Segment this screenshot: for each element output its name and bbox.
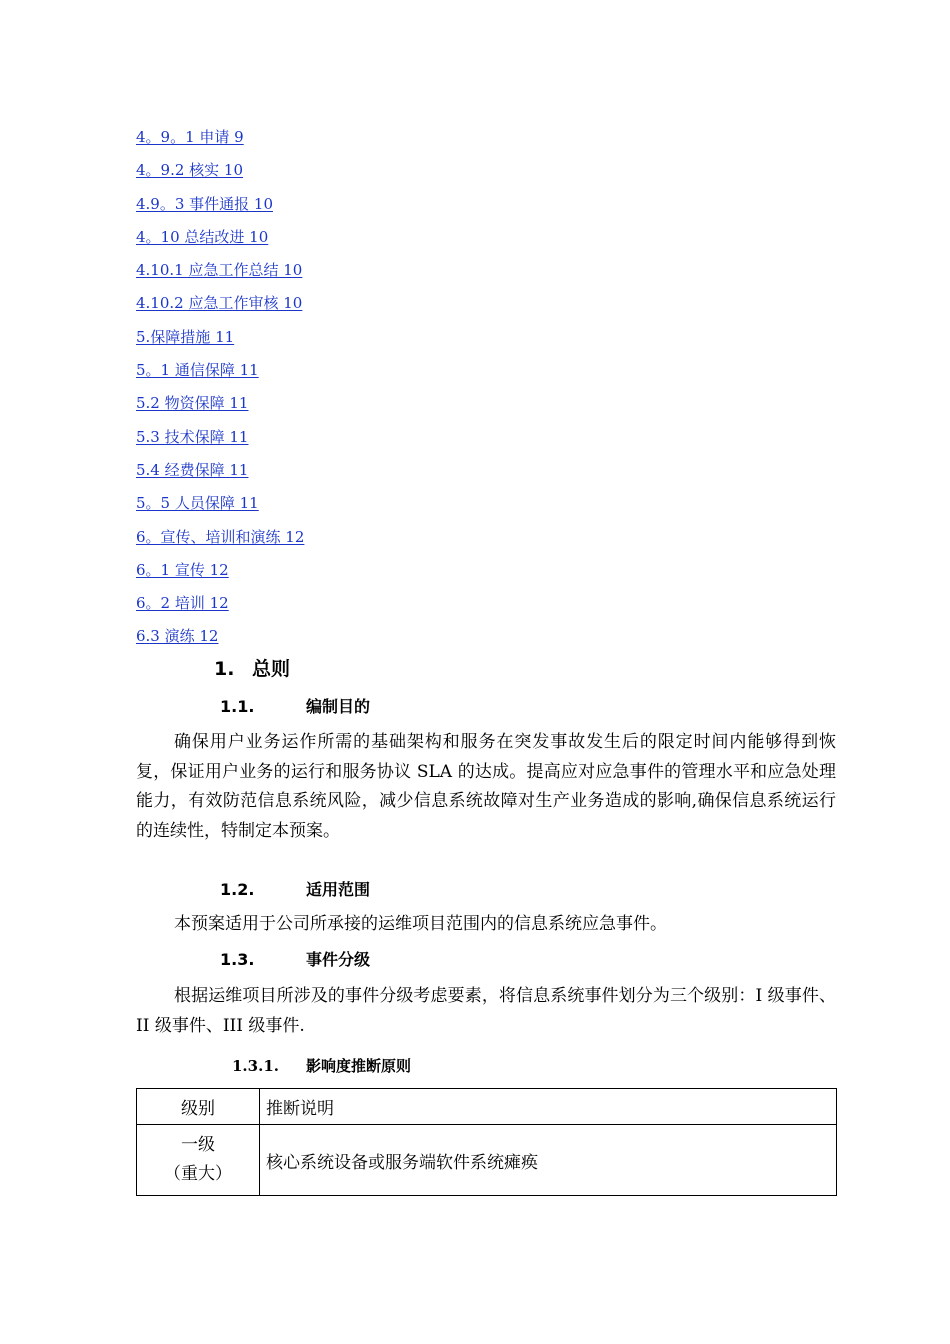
toc-link[interactable]: 5。1 通信保障 11 [136,361,259,380]
cell-level [137,1125,260,1196]
heading-impact-principle [232,1055,411,1076]
heading-general-rules [214,654,290,681]
heading-number: 1. [214,658,235,680]
toc-item[interactable] [136,257,304,290]
table-row [137,1125,837,1196]
toc-item[interactable] [136,290,304,323]
header-description: 推断说明 [260,1089,837,1125]
heading-title: 编制目的 [306,697,371,716]
toc-item[interactable] [136,191,304,224]
toc-link[interactable]: 4.9。3 事件通报 10 [136,194,274,213]
toc-link[interactable]: 6。2 培训 12 [136,594,229,613]
heading-title: 事件分级 [306,950,371,969]
toc-item[interactable] [136,157,304,190]
toc-item[interactable] [136,224,304,257]
toc-link[interactable]: 6.3 演练 12 [136,627,219,646]
toc-item[interactable] [136,390,304,423]
toc-link[interactable]: 4。10 总结改进 10 [136,227,269,246]
toc-link[interactable]: 5.4 经费保障 11 [136,460,249,479]
heading-purpose [220,694,370,717]
heading-event-grading [220,947,370,970]
toc-item[interactable] [136,324,304,357]
grading-paragraph: 根据运维项目所涉及的事件分级考虑要素，将信息系统事件划分为三个级别：I 级事件、II 级事件、III 级事件. [136,986,836,1036]
toc-link[interactable]: 5.3 技术保障 11 [136,427,249,446]
toc-link[interactable]: 6。1 宣传 12 [136,560,229,579]
toc-link[interactable]: 4.10.2 应急工作审核 10 [136,294,303,313]
toc-item[interactable] [136,490,304,523]
cell-description: 核心系统设备或服务端软件系统瘫痪 [260,1125,837,1196]
toc-link[interactable]: 6。宣传、培训和演练 12 [136,527,305,546]
scope-paragraph: 本预案适用于公司所承接的运维项目范围内的信息系统应急事件。 [174,914,667,934]
grading-table [136,1088,837,1196]
header-level: 级别 [137,1089,260,1125]
toc-item[interactable] [136,424,304,457]
toc-link[interactable]: 5.2 物资保障 11 [136,394,249,413]
table-of-contents [136,124,304,657]
level-severity: （重大） [164,1164,232,1184]
heading-number: 1.1. [220,697,255,716]
heading-number: 1.3. [220,950,255,969]
heading-title: 总则 [252,658,291,680]
purpose-paragraph: 确保用户业务运作所需的基础架构和服务在突发事故发生后的限定时间内能够得到恢复，保证用户业务的运行和服务协议 SLA 的达成。提高应对应急事件的管理水平和应急处理能力，有效防范信息系统风险，减少信息系统故障对生产业务造成的影响,确保信息系统运行的连续性，特制定本预案。 [136,732,836,841]
level-name: 一级 [181,1135,215,1155]
heading-number: 1.3.1. [232,1057,279,1075]
heading-number: 1.2. [220,880,255,899]
toc-link[interactable]: 4。9。1 申请 9 [136,128,244,146]
toc-link[interactable]: 4.10.1 应急工作总结 10 [136,261,303,280]
toc-item[interactable] [136,457,304,490]
table-header-row [137,1089,837,1125]
heading-title: 适用范围 [306,880,371,899]
toc-item[interactable] [136,357,304,390]
toc-item[interactable] [136,623,304,656]
toc-item[interactable] [136,590,304,623]
heading-title: 影响度推断原则 [306,1057,412,1075]
toc-link[interactable]: 4。9.2 核实 10 [136,161,244,180]
toc-link[interactable]: 5。5 人员保障 11 [136,494,259,513]
heading-scope [220,877,370,900]
toc-item[interactable] [136,124,304,157]
toc-item[interactable] [136,524,304,557]
toc-item[interactable] [136,557,304,590]
toc-link[interactable]: 5.保障措施 11 [136,327,235,346]
